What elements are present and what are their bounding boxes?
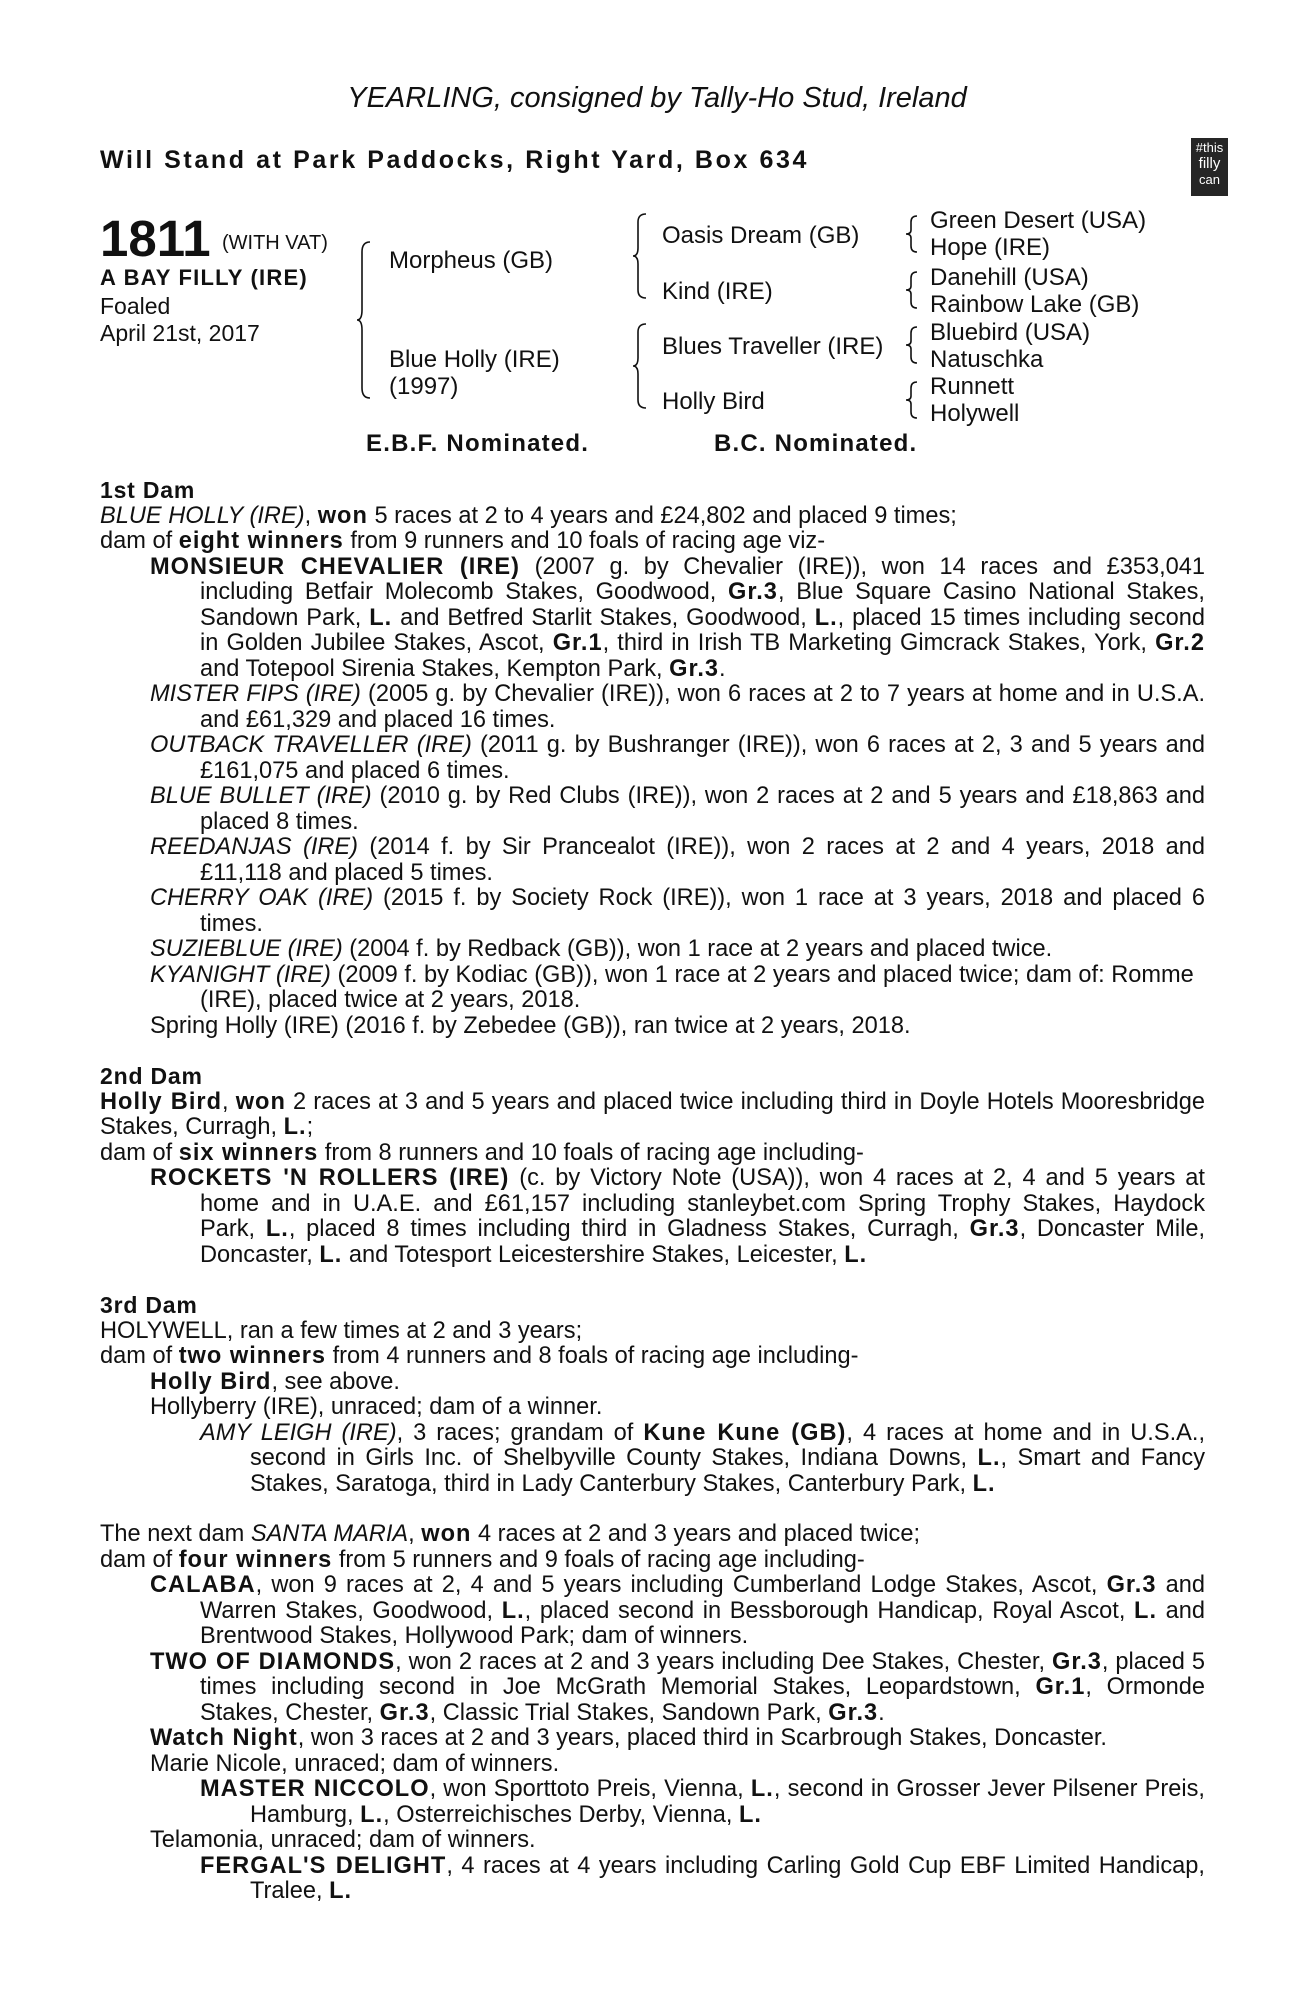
progeny-entry [100, 1777, 1205, 1828]
listed-label: L. [319, 1241, 343, 1268]
pedigree-bracket [356, 240, 386, 400]
next-dam-summary [100, 1548, 1205, 1574]
progeny-entry [100, 784, 1205, 835]
listed-label: L. [977, 1445, 1001, 1471]
entry-text: . [878, 1699, 885, 1726]
entry-text: , placed 15 times including second in Golden Jubilee Stakes, Ascot, [200, 604, 1206, 656]
pedigree-gen3: Runnett [930, 373, 1015, 400]
entry-text: , placed second in Bessborough Handicap, Royal Ascot, [524, 1597, 1135, 1624]
third-dam-summary [100, 1344, 1205, 1370]
progeny-name: TWO OF DIAMONDS [150, 1648, 396, 1675]
runners-text: from 4 runners and 8 foals of racing age including- [332, 1343, 859, 1369]
entry-text [150, 1166, 1205, 1268]
progeny-name: MASTER NICCOLO [200, 1776, 430, 1802]
winners-count: four winners [178, 1546, 333, 1573]
progeny-name: FERGAL'S DELIGHT [200, 1852, 447, 1879]
entry-text: (2007 g. by Chevalier (IRE)), won 14 races and £353,041 including Betfair Molecomb Stakes, Goodwood, [200, 553, 1206, 605]
progeny-entry: Hollyberry (IRE), unraced; dam of a winner. [150, 1394, 603, 1420]
progeny-entry [100, 937, 1205, 963]
entry-text: , Doncaster Mile, Doncaster, [200, 1216, 1206, 1268]
horse-name: A BAY FILLY (IRE) [100, 265, 308, 290]
listed-label: L. [501, 1597, 525, 1624]
entry-text: , won 9 races at 2, 4 and 5 years including Cumberland Lodge Stakes, Ascot, [255, 1572, 1107, 1598]
entry-text [150, 733, 1205, 784]
runners-text: from 9 runners and 10 foals of racing age viz- [350, 528, 826, 554]
progeny-entry [100, 835, 1205, 886]
entry-text: and Betfred Starlit Stakes, Goodwood, [392, 604, 815, 631]
pedigree-gen2: Blues Traveller (IRE) [662, 333, 884, 360]
dam-year: (1997) [389, 373, 459, 400]
entry-text [150, 835, 1205, 886]
entry-text: and Totepool Sirenia Stakes, Kempton Park, [200, 655, 670, 682]
bc-nominated: B.C. Nominated. [714, 430, 918, 457]
pedigree-gen3: Danehill (USA) [930, 264, 1089, 291]
entry-text: , won 2 races at 2 and 3 years including Dee Stakes, Chester, [395, 1648, 1052, 1675]
punctuation: , [408, 1521, 415, 1547]
entry-text: , 4 races at 4 years including Carling Gold Cup EBF Limited Handicap, Tralee, [250, 1852, 1205, 1904]
dam-of-label: dam of [100, 528, 173, 554]
entry-text: (2014 f. by Sir Prancealot (IRE)), won 2 races at 2 and 4 years, 2018 and £11,118 and placed 5 times. [200, 834, 1206, 886]
progeny-entry [100, 1726, 1205, 1752]
entry-text [200, 1777, 1205, 1828]
dam-of-label: dam of [100, 1343, 173, 1369]
entry-text: , 3 races; grandam of [396, 1419, 644, 1446]
record-text: 5 races at 2 to 4 years and £24,802 and placed 9 times; [374, 502, 957, 529]
entry-text: , Osterreichisches Derby, Vienna, [383, 1801, 739, 1828]
entry-text: 2 races at 3 and 5 years and placed twice including third in Doyle Hotels Mooresbridge Stakes, Curragh, [100, 1088, 1206, 1140]
foaled-label: Foaled [100, 293, 171, 319]
progeny-entry [100, 733, 1205, 784]
progeny-name: CHERRY OAK (IRE) [150, 885, 374, 911]
grade-label: Gr.3 [728, 579, 778, 605]
entry-text: , 4 races at home and in U.S.A., second in Girls Inc. of Shelbyville County Stakes, Indiana Downs, [250, 1419, 1205, 1471]
listed-label: L. [329, 1878, 353, 1904]
entry-text [150, 682, 1205, 733]
entry-text: , won 3 races at 2 and 3 years, placed third in Scarbrough Stakes, Doncaster. [297, 1725, 1107, 1751]
listed-label: L. [360, 1801, 384, 1828]
grade-label: Gr.1 [552, 630, 603, 656]
entry-text: (2011 g. by Bushranger (IRE)), won 6 races at 2, 3 and 5 years and £161,075 and placed 6 times. [200, 732, 1205, 784]
progeny-entry: Marie Nicole, unraced; dam of winners. [150, 1750, 560, 1777]
dam-name: Holly Bird [100, 1088, 222, 1115]
dam-of-label: dam of [100, 1546, 173, 1573]
sire-name: Morpheus (GB) [389, 247, 554, 274]
entry-text [150, 555, 1205, 683]
pedigree-bracket [905, 380, 929, 420]
listed-label: L. [369, 604, 393, 631]
entry-text: , second in Grosser Jever Pilsener Preis, Hamburg, [250, 1776, 1205, 1828]
entry-text: . [719, 655, 726, 682]
listed-label: L. [283, 1114, 307, 1140]
entry-text: and Warren Stakes, Goodwood, [200, 1572, 1206, 1624]
punctuation: , [222, 1088, 229, 1115]
grade-label: Gr.1 [1035, 1674, 1086, 1700]
grade-label: Gr.3 [969, 1216, 1020, 1242]
lot-number: 1811 [100, 210, 211, 267]
progeny-name: AMY LEIGH (IRE) [200, 1419, 397, 1446]
progeny-entry [100, 1166, 1205, 1268]
dam-name: BLUE HOLLY (IRE) [100, 502, 305, 529]
progeny-name: Watch Night [150, 1725, 298, 1751]
pedigree-bracket [632, 212, 662, 302]
entry-text: (2004 f. by Redback (GB)), won 1 race at 2 years and placed twice. [342, 936, 1053, 962]
winners-count: eight winners [178, 528, 344, 554]
entry-text: ; [306, 1114, 314, 1140]
pedigree-gen3: Bluebird (USA) [930, 319, 1091, 346]
winners-count: six winners [178, 1139, 319, 1166]
entry-text: and Totesport Leicestershire Stakes, Leicester, [342, 1241, 845, 1268]
grade-label: Gr.3 [828, 1699, 879, 1726]
listed-label: L. [814, 604, 838, 631]
pedigree-bracket [905, 325, 929, 365]
badge-line: filly [1198, 155, 1221, 172]
progeny-entry: Spring Holly (IRE) (2016 f. by Zebedee (GB)), ran twice at 2 years, 2018. [150, 1012, 911, 1039]
pedigree-gen3: Rainbow Lake (GB) [930, 291, 1140, 318]
entry-text: , won Sporttoto Preis, Vienna, [429, 1776, 751, 1802]
next-dam-record [100, 1522, 1205, 1548]
progeny-name: Holly Bird [150, 1368, 272, 1395]
first-dam-record: BLUE HOLLY (IRE), won 5 races at 2 to 4 years and £24,802 and placed 9 times; [100, 502, 957, 529]
entry-text: , Ormonde Stakes, Chester, [200, 1674, 1205, 1726]
dam-name [389, 346, 560, 400]
progeny-name: MISTER FIPS (IRE) [150, 681, 361, 707]
entry-text [150, 1573, 1205, 1650]
this-filly-can-badge [1191, 138, 1228, 196]
pedigree-bracket [632, 322, 662, 412]
won-label: won [235, 1088, 286, 1115]
progeny-entry [100, 1573, 1205, 1650]
progeny-entry [100, 1650, 1205, 1727]
entry-text: , placed 8 times including third in Gladness Stakes, Curragh, [288, 1216, 970, 1242]
progeny-name: BLUE BULLET (IRE) [150, 783, 372, 809]
stand-location: Will Stand at Park Paddocks, Right Yard, Box 634 [100, 146, 810, 174]
pedigree-gen3: Hope (IRE) [930, 234, 1051, 261]
progeny-entry [100, 1370, 1205, 1396]
entry-text: , placed 5 times including second in Joe McGrath Memorial Stakes, Leopardstown, [200, 1648, 1205, 1700]
progeny-entry [100, 682, 1205, 733]
listed-label: L. [972, 1470, 996, 1497]
progeny-entry [100, 886, 1205, 937]
listed-label: L. [750, 1776, 774, 1802]
dam-name-line: Blue Holly (IRE) [389, 346, 560, 373]
pedigree-gen2: Holly Bird [662, 388, 765, 415]
entry-text [150, 963, 1205, 1014]
first-dam-summary [100, 529, 1205, 555]
runners-text: from 8 runners and 10 foals of racing age including- [324, 1139, 864, 1166]
entry-text: , see above. [271, 1368, 400, 1395]
badge-line: can [1199, 172, 1220, 187]
consignment-title: YEARLING, consigned by Tally-Ho Stud, Ireland [347, 82, 967, 114]
first-dam-heading: 1st Dam [100, 477, 196, 503]
progeny-entry [100, 1854, 1205, 1905]
progeny-name: MONSIEUR CHEVALIER (IRE) [150, 553, 520, 580]
listed-label: L. [844, 1241, 868, 1268]
pedigree-bracket [905, 270, 929, 310]
progeny-entry [100, 963, 1205, 1014]
entry-text: and Brentwood Stakes, Hollywood Park; dam of winners. [200, 1597, 1206, 1649]
dam-name: SANTA MARIA [250, 1521, 409, 1547]
grade-label: Gr.3 [379, 1699, 430, 1726]
progeny-entry: Telamonia, unraced; dam of winners. [150, 1827, 536, 1853]
progeny-entry [100, 555, 1205, 683]
entry-text [200, 1854, 1205, 1905]
ebf-nominated: E.B.F. Nominated. [366, 430, 590, 457]
pedigree-gen2: Kind (IRE) [662, 278, 773, 305]
entry-text: , third in Irish TB Marketing Gimcrack Stakes, York, [602, 630, 1156, 656]
pedigree-gen2: Oasis Dream (GB) [662, 222, 860, 249]
progeny-name: ROCKETS 'N ROLLERS (IRE) [150, 1165, 510, 1191]
winners-count: two winners [178, 1343, 327, 1369]
entry-text [150, 784, 1205, 835]
entry-text: (2015 f. by Society Rock (IRE)), won 1 race at 3 years, 2018 and placed 6 times. [200, 885, 1205, 937]
runners-text: from 5 runners and 9 foals of racing age including- [338, 1546, 865, 1573]
entry-text: (2009 f. by Kodiac (GB)), won 1 race at 2 years and placed twice; dam of: Romme (IRE), placed twice at 2 years, 2018. [200, 961, 1194, 1013]
pedigree-bracket [905, 214, 929, 254]
third-dam-record: HOLYWELL, ran a few times at 2 and 3 years; [100, 1317, 583, 1344]
entry-text: The next dam [100, 1521, 251, 1547]
entry-text: (2010 g. by Red Clubs (IRE)), won 2 races at 2 and 5 years and £18,863 and placed 8 times. [200, 783, 1206, 835]
pedigree-gen3: Green Desert (USA) [930, 207, 1147, 234]
pedigree-gen3: Natuschka [930, 346, 1044, 373]
grade-label: Gr.3 [669, 655, 720, 682]
progeny-name: CALABA [150, 1572, 256, 1598]
third-dam-heading: 3rd Dam [100, 1292, 198, 1318]
pedigree-gen3: Holywell [930, 400, 1020, 427]
won-label: won [317, 502, 368, 529]
entry-text: , Blue Square Casino National Stakes, Sandown Park, [200, 579, 1205, 631]
entry-text: (c. by Victory Note (USA)), won 4 races at 2, 4 and 5 years at home and in U.A.E. and £61,157 including stanleybet.com Spring Trophy Stakes, Haydock Park, [200, 1165, 1205, 1242]
progeny-name: KYANIGHT (IRE) [150, 961, 331, 988]
second-dam-record [100, 1090, 1205, 1141]
listed-label: L. [1134, 1597, 1158, 1624]
dam-of-label: dam of [100, 1139, 173, 1166]
entry-text: , Classic Trial Stakes, Sandown Park, [429, 1699, 829, 1726]
progeny-name: Kune Kune (GB) [643, 1419, 847, 1446]
second-dam-heading: 2nd Dam [100, 1063, 203, 1089]
progeny-entry [100, 1421, 1205, 1498]
progeny-name: REEDANJAS (IRE) [150, 834, 359, 860]
entry-text: , Smart and Fancy Stakes, Saratoga, third in Lady Canterbury Stakes, Canterbury Park, [250, 1445, 1205, 1497]
catalogue-body [100, 478, 1205, 1905]
second-dam-summary [100, 1141, 1205, 1167]
entry-text [150, 1650, 1205, 1727]
entry-text [200, 1421, 1205, 1498]
entry-text [150, 937, 1205, 963]
progeny-name: OUTBACK TRAVELLER (IRE) [150, 732, 472, 758]
listed-label: L. [265, 1216, 289, 1242]
grade-label: Gr.2 [1155, 630, 1205, 656]
foaled-date: April 21st, 2017 [100, 320, 260, 346]
grade-label: Gr.3 [1051, 1648, 1102, 1675]
badge-line: #this [1195, 140, 1224, 155]
vat-note: (WITH VAT) [222, 232, 328, 254]
progeny-name: SUZIEBLUE (IRE) [150, 936, 343, 962]
entry-text: 4 races at 2 and 3 years and placed twice; [471, 1521, 920, 1547]
entry-text: (2005 g. by Chevalier (IRE)), won 6 races at 2 to 7 years at home and in U.S.A. and £61,329 and placed 16 times. [200, 681, 1205, 733]
won-label: won [421, 1521, 472, 1547]
listed-label: L. [738, 1801, 762, 1828]
foaled-info [100, 293, 260, 347]
entry-text [150, 886, 1205, 937]
grade-label: Gr.3 [1106, 1572, 1157, 1598]
